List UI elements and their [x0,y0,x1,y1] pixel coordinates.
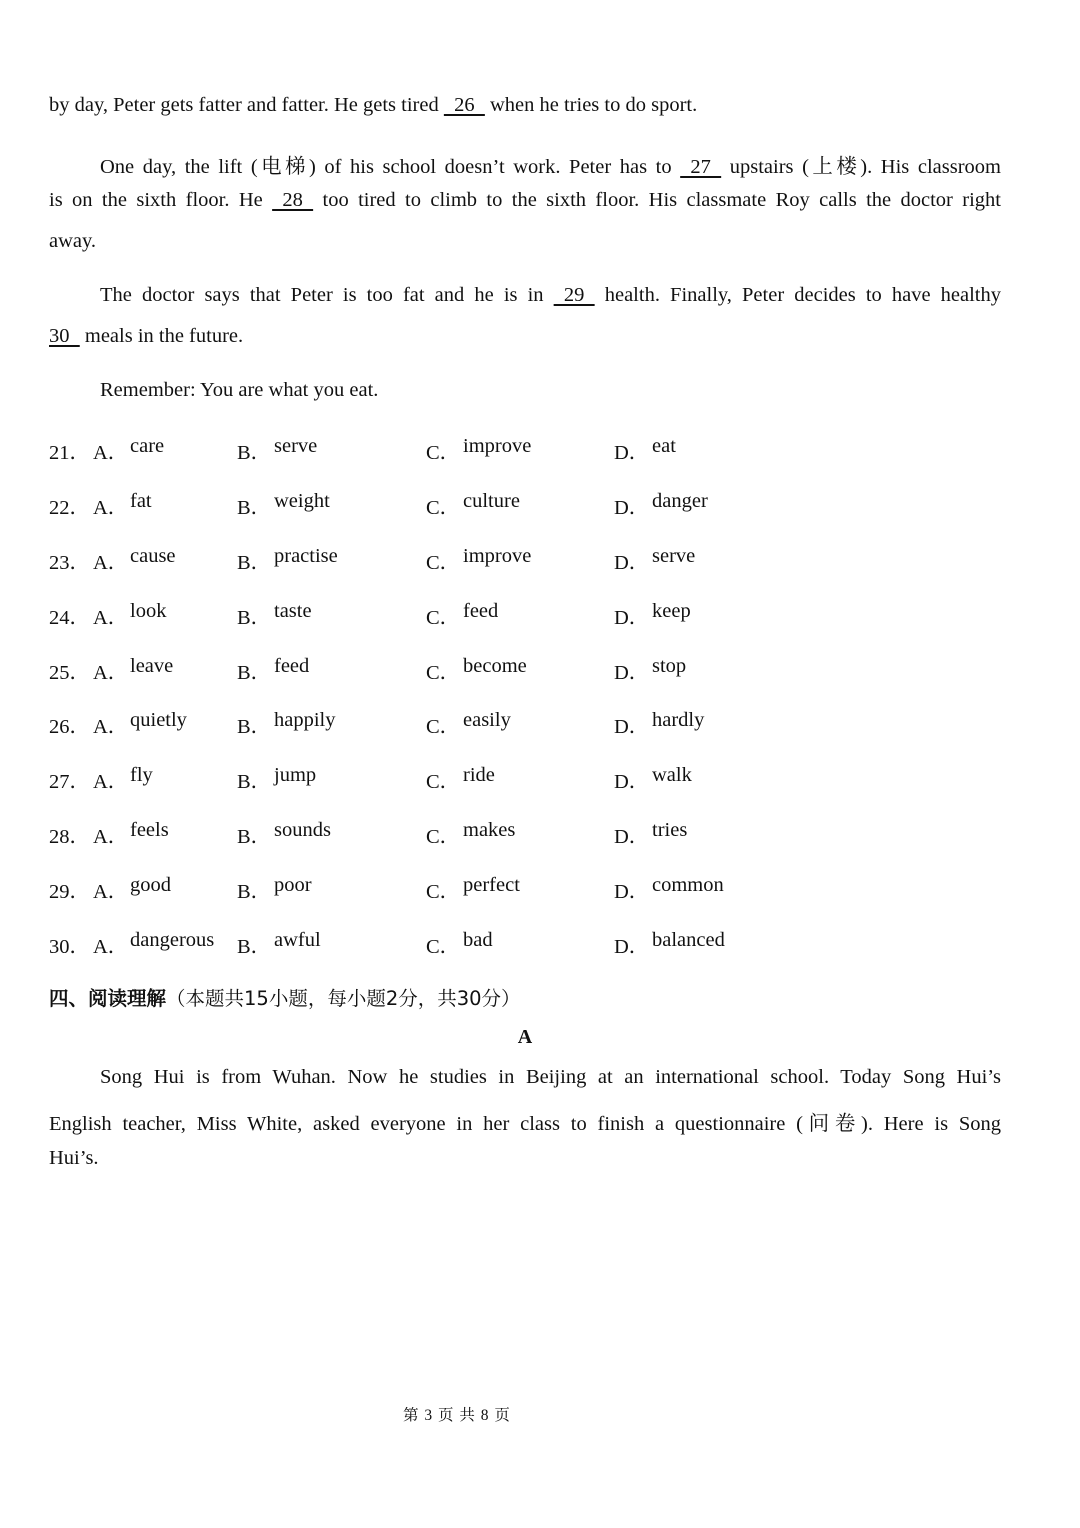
passage-text: by day, Peter gets fatter and fatter. He gets tired [49,94,444,116]
option-a: look [130,600,167,622]
option-label: C． [426,936,461,958]
option-d: balanced [652,929,725,951]
question-row [0,874,1080,904]
option-label: B． [237,716,272,738]
question-number: 22． [49,497,90,519]
option-label: D． [614,497,650,519]
option-label: D． [614,607,650,629]
option-label: B． [237,936,272,958]
option-label: D． [614,936,650,958]
option-d: keep [652,600,691,622]
question-number: 25． [49,662,90,684]
option-label: B． [237,662,272,684]
option-d: danger [652,490,708,512]
blank-27: 27 [680,156,722,178]
option-c: feed [463,600,499,622]
question-number: 29． [49,881,90,903]
passage-line-p2-2 [49,189,1001,212]
passage-text: too tired to climb to the sixth floor. His classmate Roy calls the doctor right [313,189,1001,211]
option-b: awful [274,929,321,951]
question-row [0,545,1080,575]
option-d: hardly [652,709,705,731]
option-label: C． [426,662,461,684]
option-a: care [130,435,165,457]
option-label: C． [426,497,461,519]
reading-line: Hui’s. [49,1147,99,1169]
option-label: D． [614,552,650,574]
option-b: weight [274,490,330,512]
question-row [0,655,1080,685]
option-b: sounds [274,819,331,841]
option-c: improve [463,435,532,457]
question-row [0,929,1080,959]
option-label: B． [237,497,272,519]
option-label: C． [426,442,461,464]
blank-28: 28 [272,189,314,211]
option-b: happily [274,709,336,731]
question-row [0,709,1080,739]
option-c: bad [463,929,493,951]
passage-text: meals in the future. [79,325,244,347]
passage-line-p4-1: Remember: You are what you eat. [100,379,379,401]
option-label: C． [426,826,461,848]
option-a: fly [130,764,153,786]
option-label: A． [93,662,129,684]
option-b: poor [274,874,312,896]
option-label: D． [614,771,650,793]
option-c: culture [463,490,520,512]
option-c: perfect [463,874,520,896]
section-title: 四、阅读理解 [49,987,167,1010]
passage-text: upstairs (上楼). His classroom [721,156,1001,178]
option-label: D． [614,826,650,848]
question-row [0,600,1080,630]
option-b: taste [274,600,312,622]
option-d: stop [652,655,687,677]
passage-text: One day, the lift (电梯) of his school doesn’t work. Peter has to [100,156,681,178]
passage-text: when he tries to do sport. [484,94,698,116]
question-row [0,819,1080,849]
question-number: 30． [49,936,90,958]
option-label: A． [93,607,129,629]
option-label: A． [93,552,129,574]
reading-line: Song Hui is from Wuhan. Now he studies in Beijing at an international school. Today Song Hui’s [100,1066,1001,1088]
passage-text: health. Finally, Peter decides to have healthy [594,284,1001,306]
passage-text: The doctor says that Peter is too fat and he is in [100,284,554,306]
option-b: jump [274,764,317,786]
question-row [0,490,1080,520]
option-label: C． [426,771,461,793]
option-a: quietly [130,709,187,731]
option-label: A． [93,442,129,464]
option-c: ride [463,764,495,786]
option-label: B． [237,771,272,793]
option-c: makes [463,819,516,841]
option-label: A． [93,881,129,903]
question-row [0,435,1080,465]
page-footer: 第 3 页 共 8 页 [403,1407,511,1424]
question-number: 27． [49,771,90,793]
reading-line: English teacher, Miss White, asked everyone in her class to finish a questionnaire (问卷). Here is Song [49,1113,1001,1135]
option-c: improve [463,545,532,567]
option-label: C． [426,716,461,738]
passage-line-p3-2 [49,325,243,348]
option-label: B． [237,881,272,903]
option-label: A． [93,497,129,519]
option-label: D． [614,881,650,903]
option-a: good [130,874,171,896]
blank-30: 30 [49,325,80,347]
option-label: C． [426,552,461,574]
passage-line-p3-1 [100,284,1001,307]
option-label: B． [237,442,272,464]
option-a: feels [130,819,169,841]
option-label: D． [614,662,650,684]
question-number: 24． [49,607,90,629]
option-label: A． [93,716,129,738]
question-number: 28． [49,826,90,848]
option-d: serve [652,545,696,567]
passage-text: is on the sixth floor. He [49,189,273,211]
option-a: fat [130,490,152,512]
option-a: dangerous [130,929,215,951]
question-row [0,764,1080,794]
passage-line-p1-1 [49,94,697,117]
option-d: common [652,874,724,896]
blank-26: 26 [443,94,485,116]
option-d: walk [652,764,692,786]
option-label: A． [93,771,129,793]
option-b: practise [274,545,338,567]
passage-line-p2-3: away. [49,230,97,252]
section-note: （本题共15小题，每小题2分，共30分） [166,987,521,1010]
option-label: A． [93,826,129,848]
passage-title: A [517,1026,533,1048]
option-c: easily [463,709,511,731]
question-number: 26． [49,716,90,738]
blank-29: 29 [553,284,595,306]
option-label: B． [237,826,272,848]
option-b: feed [274,655,310,677]
option-d: eat [652,435,676,457]
passage-line-p2-1 [100,149,1001,179]
option-label: B． [237,607,272,629]
option-label: D． [614,442,650,464]
option-d: tries [652,819,688,841]
option-c: become [463,655,527,677]
question-number: 21． [49,442,90,464]
option-a: cause [130,545,176,567]
option-label: D． [614,716,650,738]
option-label: C． [426,607,461,629]
option-label: C． [426,881,461,903]
option-a: leave [130,655,174,677]
section-heading [49,983,521,1011]
option-label: B． [237,552,272,574]
question-number: 23． [49,552,90,574]
option-b: serve [274,435,318,457]
option-label: A． [93,936,129,958]
